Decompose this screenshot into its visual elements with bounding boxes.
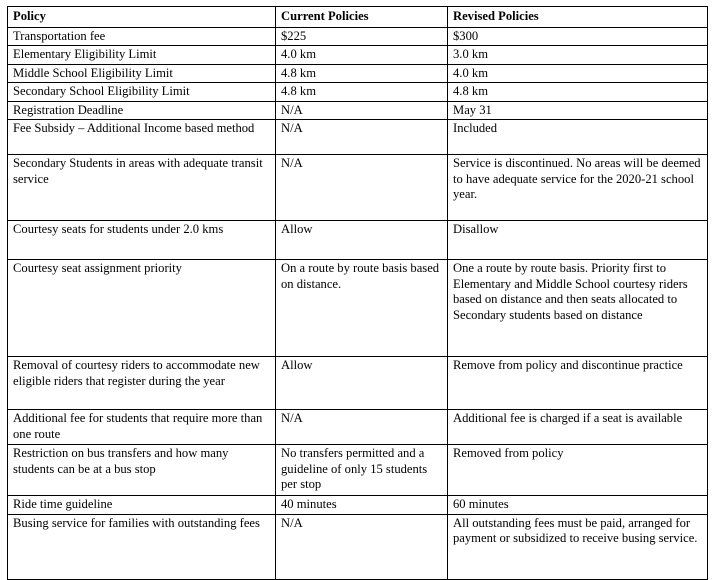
cell-revised-policy-text: 60 minutes bbox=[453, 497, 509, 511]
cell-revised-policy bbox=[448, 155, 708, 221]
cell-policy bbox=[8, 496, 276, 515]
table-row bbox=[8, 64, 708, 83]
table-row bbox=[8, 27, 708, 46]
cell-current-policy-text: No transfers permitted and a guideline of only 15 students per stop bbox=[281, 446, 428, 491]
cell-revised-policy bbox=[448, 46, 708, 65]
cell-current-policy bbox=[276, 357, 448, 410]
cell-revised-policy-text: 3.0 km bbox=[453, 47, 488, 61]
table-row bbox=[8, 410, 708, 445]
cell-revised-policy-text: Included bbox=[453, 121, 498, 135]
cell-revised-policy bbox=[448, 260, 708, 357]
cell-policy bbox=[8, 101, 276, 120]
table-row bbox=[8, 83, 708, 102]
cell-policy-text: Elementary Eligibility Limit bbox=[13, 47, 157, 61]
cell-revised-policy bbox=[448, 496, 708, 515]
cell-revised-policy bbox=[448, 27, 708, 46]
cell-policy-text: Transportation fee bbox=[13, 28, 106, 43]
cell-revised-policy bbox=[448, 357, 708, 410]
cell-revised-policy-text: One a route by route basis. Priority first to Elementary and Middle School courtesy riders based on distance and then seats allocated to Secondary students based on distance bbox=[453, 261, 688, 322]
cell-current-policy-text: N/A bbox=[281, 515, 303, 530]
cell-current-policy-text: Allow bbox=[281, 358, 313, 372]
cell-current-policy bbox=[276, 101, 448, 120]
cell-policy-text: Ride time guideline bbox=[13, 497, 113, 511]
cell-revised-policy bbox=[448, 120, 708, 155]
cell-policy bbox=[8, 120, 276, 155]
cell-policy-text: Courtesy seats for students under 2.0 kms bbox=[13, 222, 224, 236]
cell-current-policy-text: N/A bbox=[281, 411, 303, 425]
cell-current-policy bbox=[276, 445, 448, 496]
cell-policy-text: Secondary Students in areas with adequate transit service bbox=[13, 156, 263, 186]
cell-revised-policy bbox=[448, 514, 708, 579]
cell-policy-text: Registration Deadline bbox=[13, 102, 124, 117]
cell-current-policy bbox=[276, 120, 448, 155]
cell-current-policy-text: 4.8 km bbox=[281, 65, 316, 80]
table-row bbox=[8, 101, 708, 120]
cell-revised-policy-text: Additional fee is charged if a seat is available bbox=[453, 411, 683, 425]
cell-policy-text: Additional fee for students that require more than one route bbox=[13, 411, 263, 441]
cell-current-policy-text: $225 bbox=[281, 28, 307, 43]
cell-policy bbox=[8, 357, 276, 410]
cell-current-policy bbox=[276, 155, 448, 221]
cell-policy bbox=[8, 221, 276, 260]
cell-policy bbox=[8, 27, 276, 46]
table-row bbox=[8, 514, 708, 579]
cell-policy-text: Middle School Eligibility Limit bbox=[13, 65, 173, 80]
table-row bbox=[8, 120, 708, 155]
cell-policy-text: Restriction on bus transfers and how many students can be at a bus stop bbox=[13, 446, 229, 476]
cell-current-policy bbox=[276, 221, 448, 260]
cell-revised-policy-text: Removed from policy bbox=[453, 446, 564, 460]
policy-comparison-table bbox=[7, 6, 708, 580]
cell-revised-policy-text: Remove from policy and discontinue practice bbox=[453, 358, 683, 372]
cell-current-policy bbox=[276, 46, 448, 65]
cell-current-policy bbox=[276, 496, 448, 515]
table-row bbox=[8, 496, 708, 515]
cell-policy-text: Fee Subsidy – Additional Income based method bbox=[13, 121, 255, 135]
table-row bbox=[8, 221, 708, 260]
cell-policy-text: Courtesy seat assignment priority bbox=[13, 261, 182, 275]
column-header-current-policies: Current Policies bbox=[276, 7, 448, 28]
cell-policy-text: Busing service for families with outstanding fees bbox=[13, 515, 260, 530]
table-header-row bbox=[8, 7, 708, 28]
column-header-revised-policies: Revised Policies bbox=[448, 7, 708, 28]
cell-revised-policy bbox=[448, 83, 708, 102]
cell-revised-policy-text: 4.8 km bbox=[453, 84, 488, 98]
cell-revised-policy bbox=[448, 101, 708, 120]
table-header bbox=[8, 7, 708, 28]
table-row bbox=[8, 357, 708, 410]
cell-current-policy bbox=[276, 514, 448, 579]
cell-policy-text: Removal of courtesy riders to accommodate new eligible riders that register during the year bbox=[13, 358, 260, 388]
cell-policy bbox=[8, 83, 276, 102]
cell-policy bbox=[8, 514, 276, 579]
cell-revised-policy bbox=[448, 410, 708, 445]
cell-current-policy-text: 40 minutes bbox=[281, 497, 337, 511]
cell-policy bbox=[8, 410, 276, 445]
cell-current-policy-text: On a route by route basis based on distance. bbox=[281, 261, 440, 291]
cell-current-policy bbox=[276, 64, 448, 83]
cell-revised-policy-text: Disallow bbox=[453, 222, 499, 236]
cell-policy-text: Secondary School Eligibility Limit bbox=[13, 84, 190, 98]
cell-revised-policy-text: $300 bbox=[453, 28, 479, 43]
cell-revised-policy-text: May 31 bbox=[453, 102, 492, 117]
cell-revised-policy bbox=[448, 445, 708, 496]
cell-current-policy-text: N/A bbox=[281, 121, 303, 135]
cell-current-policy-text: 4.0 km bbox=[281, 47, 316, 61]
cell-revised-policy bbox=[448, 64, 708, 83]
table-body bbox=[8, 27, 708, 579]
cell-policy bbox=[8, 260, 276, 357]
cell-current-policy-text: N/A bbox=[281, 102, 303, 117]
cell-current-policy bbox=[276, 83, 448, 102]
cell-current-policy-text: 4.8 km bbox=[281, 84, 316, 98]
cell-policy bbox=[8, 64, 276, 83]
cell-revised-policy bbox=[448, 221, 708, 260]
cell-revised-policy-text: All outstanding fees must be paid, arranged for payment or subsidized to receive busing service. bbox=[453, 515, 698, 545]
cell-current-policy-text: N/A bbox=[281, 156, 303, 170]
table-row bbox=[8, 445, 708, 496]
table-row bbox=[8, 260, 708, 357]
cell-policy bbox=[8, 155, 276, 221]
cell-current-policy bbox=[276, 27, 448, 46]
cell-current-policy-text: Allow bbox=[281, 222, 313, 236]
cell-current-policy bbox=[276, 410, 448, 445]
cell-policy bbox=[8, 46, 276, 65]
column-header-policy: Policy bbox=[8, 7, 276, 28]
cell-revised-policy-text: 4.0 km bbox=[453, 65, 488, 80]
cell-revised-policy-text: Service is discontinued. No areas will be deemed to have adequate service for the 2020-21 school year. bbox=[453, 156, 701, 201]
table-row bbox=[8, 46, 708, 65]
cell-policy bbox=[8, 445, 276, 496]
table-row bbox=[8, 155, 708, 221]
cell-current-policy bbox=[276, 260, 448, 357]
